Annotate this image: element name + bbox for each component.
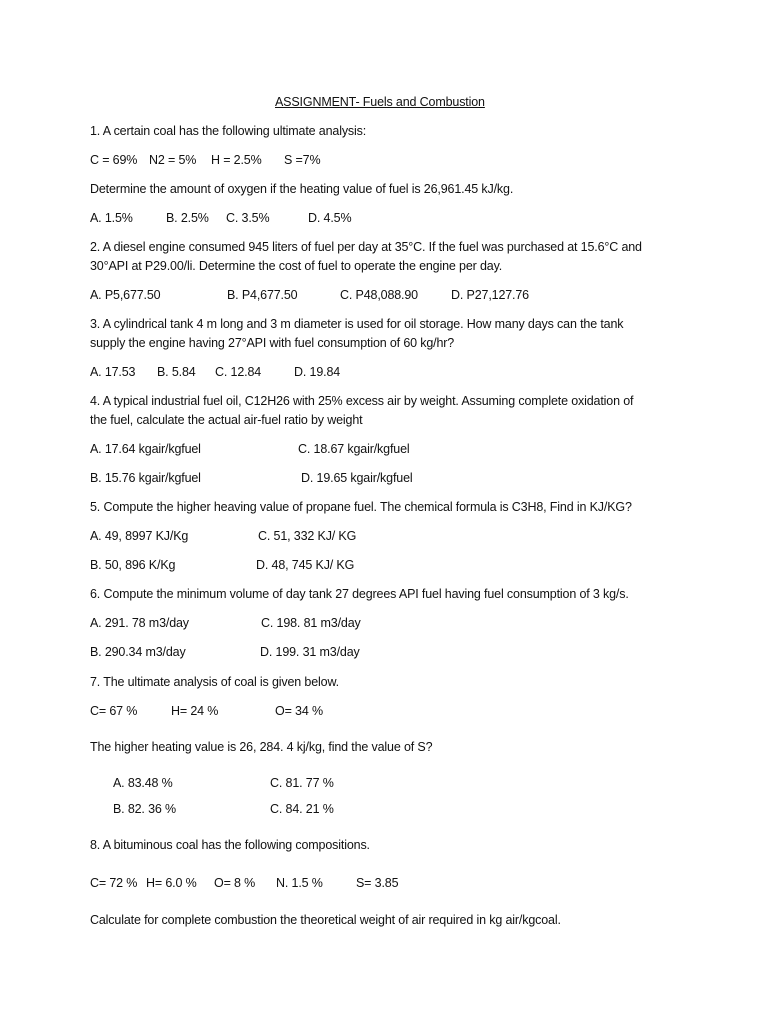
choice-c: C. 84. 21 % bbox=[270, 802, 334, 816]
choice-c: C. 51, 332 KJ/ KG bbox=[258, 529, 357, 543]
analysis-item: C= 72 % bbox=[90, 876, 138, 890]
question-7-choices-row-2 bbox=[113, 802, 513, 816]
choice-a: A. 17.64 kgair/kgfuel bbox=[90, 442, 201, 456]
analysis-item: N. 1.5 % bbox=[276, 876, 323, 890]
analysis-item: N2 = 5% bbox=[149, 153, 197, 167]
question-5-choices-row-1 bbox=[90, 529, 490, 543]
choice-a: A. P5,677.50 bbox=[90, 288, 161, 302]
choice-d: D. 4.5% bbox=[308, 211, 352, 225]
choice-c: C. P48,088.90 bbox=[340, 288, 418, 302]
question-6-choices-row-1 bbox=[90, 616, 490, 630]
analysis-item: C= 67 % bbox=[90, 704, 138, 718]
choice-a: A. 49, 8997 KJ/Kg bbox=[90, 529, 189, 543]
question-7-text: The higher heating value is 26, 284. 4 kj/kg, find the value of S? bbox=[90, 740, 433, 754]
analysis-item: O= 34 % bbox=[275, 704, 323, 718]
question-1-choices bbox=[90, 211, 490, 225]
question-4-choices-row-2 bbox=[90, 471, 510, 485]
choice-d: D. 19.65 kgair/kgfuel bbox=[301, 471, 413, 485]
question-7-line-1: 7. The ultimate analysis of coal is given below. bbox=[90, 675, 339, 689]
document-title: ASSIGNMENT- Fuels and Combustion bbox=[275, 95, 485, 109]
choice-d: D. 19.84 bbox=[294, 365, 341, 379]
question-7-analysis bbox=[90, 704, 490, 718]
choice-b: B. 82. 36 % bbox=[113, 802, 176, 816]
choice-b: B. 50, 896 K/Kg bbox=[90, 558, 176, 572]
question-1-analysis bbox=[90, 153, 490, 167]
question-4-line-2: the fuel, calculate the actual air-fuel ratio by weight bbox=[90, 413, 363, 427]
question-5-choices-row-2 bbox=[90, 558, 490, 572]
choice-d: D. 199. 31 m3/day bbox=[260, 645, 360, 659]
choice-b: B. 5.84 bbox=[157, 365, 196, 379]
question-3-choices bbox=[90, 365, 490, 379]
analysis-item: C = 69% bbox=[90, 153, 138, 167]
question-3-line-1: 3. A cylindrical tank 4 m long and 3 m diameter is used for oil storage. How many days can the tank bbox=[90, 317, 624, 331]
choice-b: B. P4,677.50 bbox=[227, 288, 298, 302]
choice-b: B. 290.34 m3/day bbox=[90, 645, 186, 659]
question-2-choices bbox=[90, 288, 590, 302]
choice-a: A. 83.48 % bbox=[113, 776, 173, 790]
question-4-line-1: 4. A typical industrial fuel oil, C12H26 with 25% excess air by weight. Assuming complete oxidation of bbox=[90, 394, 634, 408]
analysis-item: H = 2.5% bbox=[211, 153, 262, 167]
choice-b: B. 2.5% bbox=[166, 211, 209, 225]
question-2-line-2: 30°API at P29.00/li. Determine the cost of fuel to operate the engine per day. bbox=[90, 259, 503, 273]
choice-c: C. 81. 77 % bbox=[270, 776, 334, 790]
choice-b: B. 15.76 kgair/kgfuel bbox=[90, 471, 201, 485]
choice-c: C. 18.67 kgair/kgfuel bbox=[298, 442, 410, 456]
question-8-analysis bbox=[90, 876, 510, 890]
question-6-choices-row-2 bbox=[90, 645, 490, 659]
question-1-text: Determine the amount of oxygen if the heating value of fuel is 26,961.45 kJ/kg. bbox=[90, 182, 514, 196]
choice-c: C. 12.84 bbox=[215, 365, 262, 379]
choice-d: D. P27,127.76 bbox=[451, 288, 529, 302]
question-8-line-1: 8. A bituminous coal has the following compositions. bbox=[90, 838, 370, 852]
analysis-item: O= 8 % bbox=[214, 876, 256, 890]
analysis-item: S= 3.85 bbox=[356, 876, 399, 890]
choice-a: A. 17.53 bbox=[90, 365, 136, 379]
question-8-text: Calculate for complete combustion the theoretical weight of air required in kg air/kgcoal. bbox=[90, 913, 561, 927]
analysis-item: H= 6.0 % bbox=[146, 876, 197, 890]
analysis-item: S =7% bbox=[284, 153, 321, 167]
choice-a: A. 291. 78 m3/day bbox=[90, 616, 189, 630]
choice-c: C. 198. 81 m3/day bbox=[261, 616, 361, 630]
choice-c: C. 3.5% bbox=[226, 211, 270, 225]
question-2-line-1: 2. A diesel engine consumed 945 liters of fuel per day at 35°C. If the fuel was purchased at 15.6°C and bbox=[90, 240, 642, 254]
choice-d: D. 48, 745 KJ/ KG bbox=[256, 558, 355, 572]
question-5-line-1: 5. Compute the higher heaving value of propane fuel. The chemical formula is C3H8, Find in KJ/KG? bbox=[90, 500, 632, 514]
question-7-choices-row-1 bbox=[113, 776, 513, 790]
question-1-stem: 1. A certain coal has the following ultimate analysis: bbox=[90, 124, 367, 138]
question-6-line-1: 6. Compute the minimum volume of day tank 27 degrees API fuel having fuel consumption of 3 kg/s. bbox=[90, 587, 629, 601]
question-3-line-2: supply the engine having 27°API with fuel consumption of 60 kg/hr? bbox=[90, 336, 455, 350]
choice-a: A. 1.5% bbox=[90, 211, 133, 225]
question-4-choices-row-1 bbox=[90, 442, 510, 456]
analysis-item: H= 24 % bbox=[171, 704, 219, 718]
